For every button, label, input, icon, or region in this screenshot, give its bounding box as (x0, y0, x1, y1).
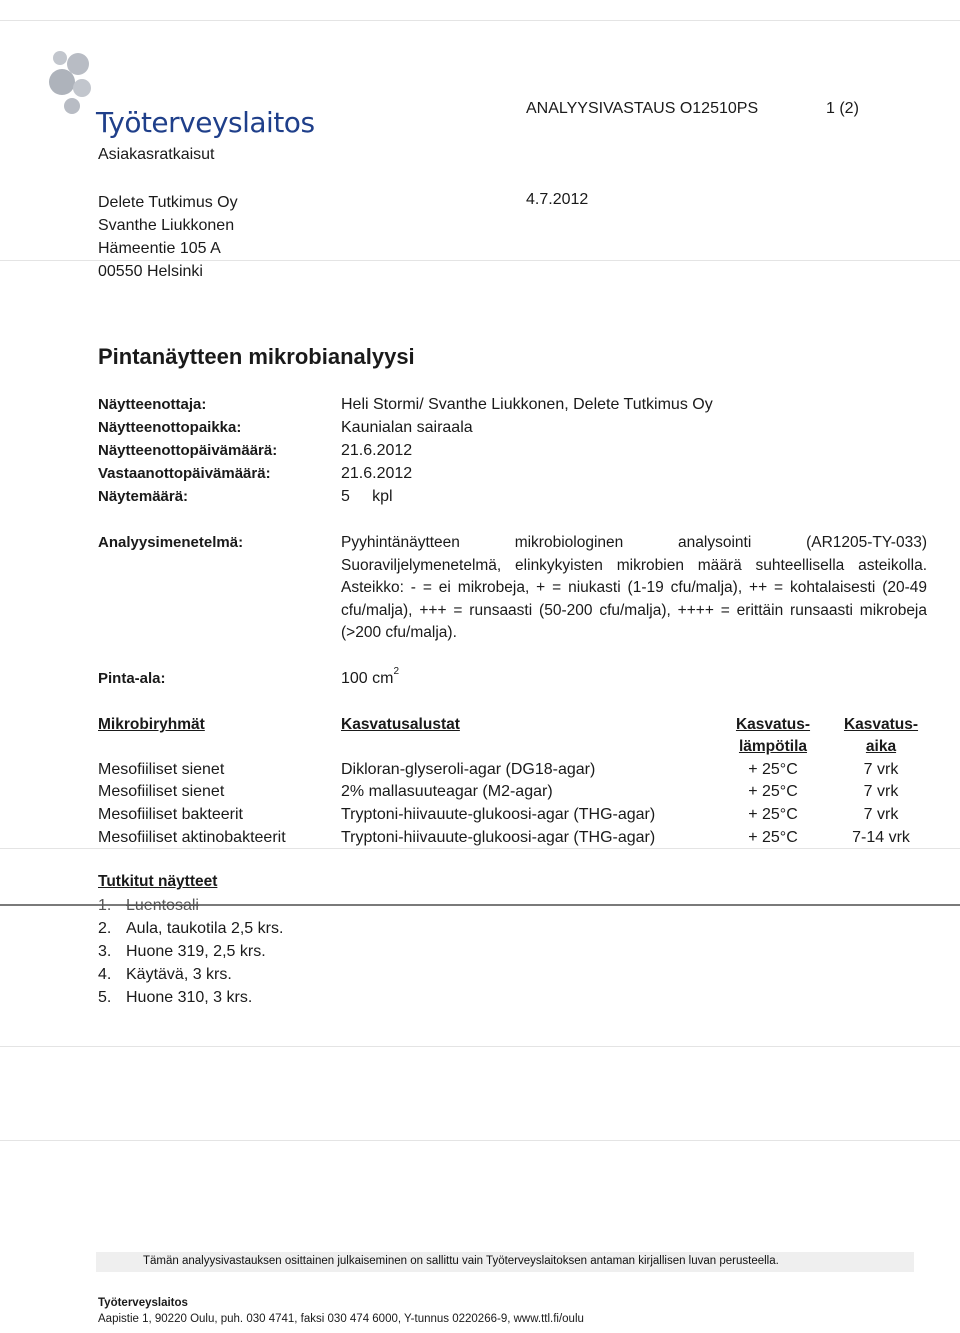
place-value: Kaunialan sairaala (341, 419, 473, 436)
sample-number: 4. (98, 966, 112, 983)
sampler-label: Näytteenottaja: (98, 396, 207, 413)
sample-count-label: Näytemäärä: (98, 488, 189, 505)
org-name: Työterveyslaitos (96, 106, 315, 139)
scan-line (0, 1140, 960, 1141)
sample-date-value: 21.6.2012 (341, 442, 413, 459)
method-description: Pyyhintänäytteen mikrobiologinen analysointi (AR1205-TY-033) Suoraviljelymenetelmä, elinkykyisten mikrobien määrä suhteellisella asteikolla. Asteikko: - = ei mikrobeja, + = niukasti (1-19 cfu/malja), ++ = kohtalaisesti (20-49 cfu/malja), +++ = runsaasti (50-200 cfu/malja), ++++ = erittäin runsaasti mikrobeja (>200 cfu/malja). (341, 534, 927, 642)
document-date: 4.7.2012 (526, 191, 589, 208)
page-number: 1 (2) (826, 100, 859, 117)
sample-location: Huone 319, 2,5 krs. (126, 943, 266, 960)
sample-item (98, 920, 283, 938)
row-temperature: + 25°C (748, 761, 798, 778)
sample-number: 1. (98, 897, 112, 914)
row-medium: Tryptoni-hiivauute-glukoosi-agar (THG-agar) (341, 806, 656, 823)
sample-location: Käytävä, 3 krs. (126, 966, 232, 983)
sample-count-value (341, 488, 393, 506)
sample-location: Luentosali (126, 897, 199, 914)
row-group: Mesofiiliset aktinobakteerit (98, 829, 286, 846)
row-time: 7-14 vrk (852, 829, 910, 846)
sample-location: Aula, taukotila 2,5 krs. (126, 920, 284, 937)
scan-line (0, 20, 960, 21)
header-temp-line1: Kasvatus- (735, 716, 811, 733)
sample-count-unit: kpl (372, 488, 393, 505)
row-group: Mesofiiliset sienet (98, 761, 225, 778)
header-temp-line2: lämpötila (738, 738, 808, 755)
header-time-line1: Kasvatus- (843, 716, 919, 733)
row-group: Mesofiiliset sienet (98, 783, 225, 800)
header-time-line2: aika (865, 738, 897, 755)
sample-item (98, 897, 199, 915)
method-label: Analyysimenetelmä: (98, 534, 244, 551)
recipient-address (98, 191, 238, 283)
received-date-label: Vastaanottopäivämäärä: (98, 465, 271, 482)
sample-item (98, 943, 266, 961)
sample-item (98, 989, 252, 1007)
row-time: 7 vrk (863, 806, 899, 823)
row-temperature: + 25°C (748, 783, 798, 800)
org-subunit: Asiakasratkaisut (98, 146, 215, 163)
sample-number: 5. (98, 989, 112, 1006)
header-growth-media: Kasvatusalustat (341, 716, 460, 733)
scan-line (0, 1046, 960, 1047)
sample-number: 2. (98, 920, 112, 937)
area-number: 100 cm (341, 670, 394, 687)
ttl-logo-icon (44, 48, 104, 120)
row-medium: Dikloran-glyseroli-agar (DG18-agar) (341, 761, 596, 778)
row-temperature: + 25°C (748, 806, 798, 823)
scan-line (0, 848, 960, 849)
header-growth-time (836, 714, 926, 758)
page-title: Pintanäytteen mikrobianalyysi (98, 344, 415, 369)
row-time: 7 vrk (863, 783, 899, 800)
area-value (341, 666, 400, 688)
area-label: Pinta-ala: (98, 670, 166, 687)
recipient-city: 00550 Helsinki (98, 263, 203, 280)
sampler-value: Heli Stormi/ Svanthe Liukkonen, Delete Tutkimus Oy (341, 396, 713, 413)
header-growth-temperature (726, 714, 820, 758)
row-group: Mesofiiliset bakteerit (98, 806, 243, 823)
received-date-value: 21.6.2012 (341, 465, 413, 482)
recipient-company: Delete Tutkimus Oy (98, 194, 238, 211)
samples-title: Tutkitut näytteet (98, 873, 218, 890)
sample-count-number: 5 (341, 488, 350, 505)
document-id: ANALYYSIVASTAUS O12510PS (526, 100, 759, 117)
footer-address: Aapistie 1, 90220 Oulu, puh. 030 4741, faksi 030 474 6000, Y-tunnus 0220266-9, www.ttl.fi/oulu (98, 1313, 584, 1325)
sample-number: 3. (98, 943, 112, 960)
recipient-person: Svanthe Liukkonen (98, 217, 235, 234)
header-microbe-groups: Mikrobiryhmät (98, 716, 205, 733)
sample-item (98, 966, 232, 984)
row-medium: 2% mallasuuteagar (M2-agar) (341, 783, 553, 800)
area-exponent: 2 (393, 666, 400, 677)
place-label: Näytteenottopaikka: (98, 419, 242, 436)
row-medium: Tryptoni-hiivauute-glukoosi-agar (THG-agar) (341, 829, 656, 846)
footer-org-name: Työterveyslaitos (98, 1297, 188, 1309)
recipient-street: Hämeentie 105 A (98, 240, 221, 257)
row-temperature: + 25°C (748, 829, 798, 846)
publication-notice: Tämän analyysivastauksen osittainen julkaiseminen on sallittu vain Työterveyslaitoksen antaman kirjallisen luvan perusteella. (143, 1255, 779, 1267)
sample-location: Huone 310, 3 krs. (126, 989, 253, 1006)
row-time: 7 vrk (863, 761, 899, 778)
sample-date-label: Näytteenottopäivämäärä: (98, 442, 278, 459)
